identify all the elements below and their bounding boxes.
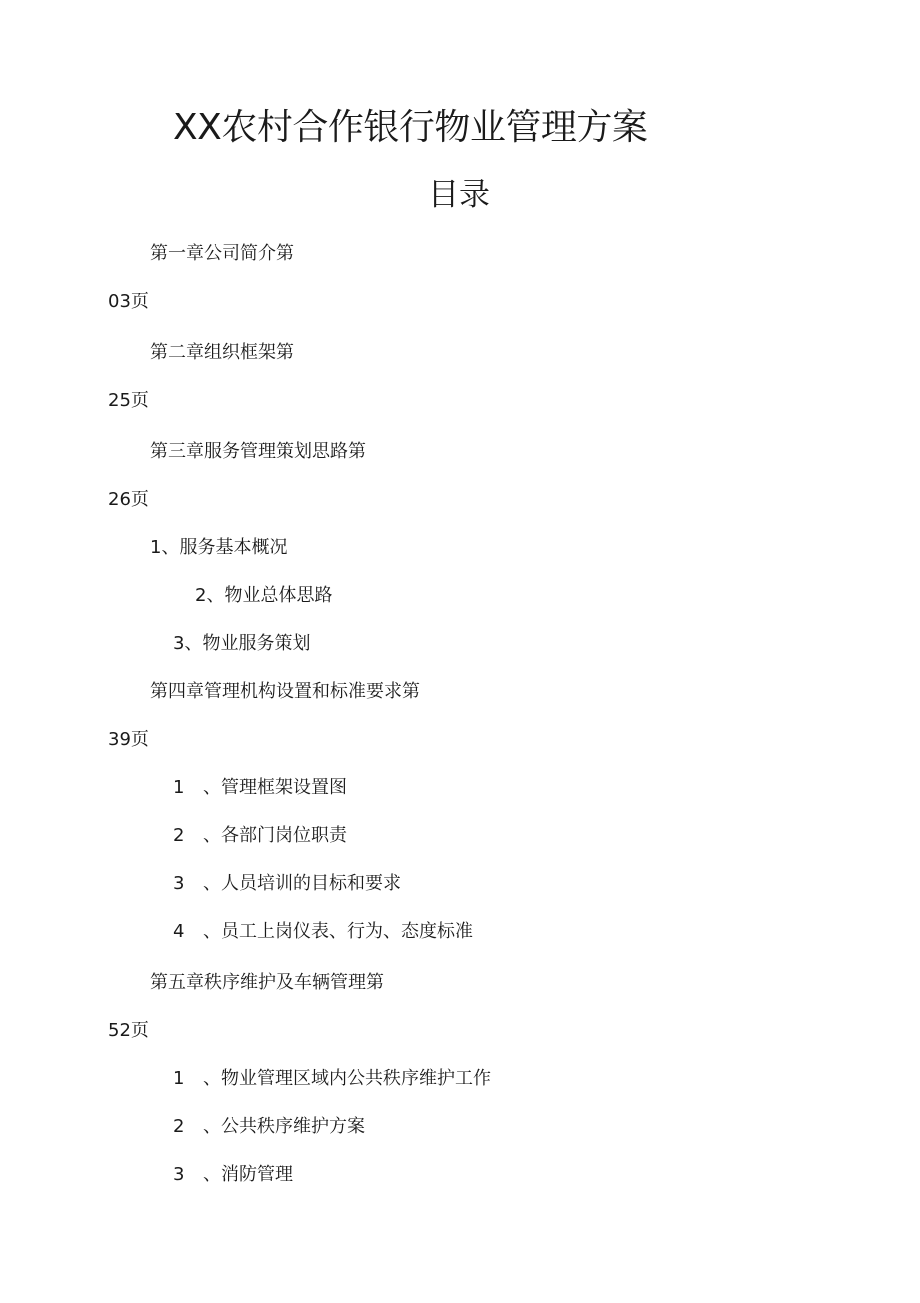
toc-page-ref-4: 39页 [108, 729, 149, 750]
toc-chapter-1: 第一章公司简介第 [150, 243, 294, 264]
toc-item [173, 1166, 293, 1184]
toc-item: 1、服务基本概况 [150, 537, 288, 558]
toc-item [173, 1070, 491, 1088]
toc-chapter-2: 第二章组织框架第 [150, 342, 294, 363]
toc-page-ref-2: 25页 [108, 390, 149, 411]
toc-page-ref-3: 26页 [108, 489, 149, 510]
toc-item-number: 1 [173, 777, 185, 798]
document-title: XX农村合作银行物业管理方案 [173, 107, 648, 148]
toc-item-text: 、各部门岗位职责 [203, 825, 347, 846]
toc-page-ref-5: 52页 [108, 1020, 149, 1041]
toc-item [173, 1118, 365, 1136]
toc-heading: 目录 [428, 177, 490, 213]
toc-item: 2、物业总体思路 [195, 585, 333, 606]
toc-item-number: 4 [173, 921, 185, 942]
toc-page-ref-1: 03页 [108, 291, 149, 312]
toc-item-number: 3 [173, 1164, 185, 1185]
toc-item-number: 1 [173, 1068, 185, 1089]
toc-item-number: 2 [173, 825, 185, 846]
toc-item-text: 、消防管理 [203, 1164, 293, 1185]
toc-item [173, 779, 347, 797]
toc-item-number: 2 [173, 1116, 185, 1137]
toc-item-text: 、人员培训的目标和要求 [203, 873, 401, 894]
toc-item-text: 、物业管理区域内公共秩序维护工作 [203, 1068, 491, 1089]
toc-item-number: 3 [173, 873, 185, 894]
toc-item-text: 、员工上岗仪表、行为、态度标准 [203, 921, 473, 942]
toc-item [173, 875, 401, 893]
toc-item [173, 827, 347, 845]
toc-chapter-3: 第三章服务管理策划思路第 [150, 441, 366, 462]
toc-item: 3、物业服务策划 [173, 633, 311, 654]
toc-item-text: 、管理框架设置图 [203, 777, 347, 798]
toc-item [173, 923, 473, 941]
toc-chapter-4: 第四章管理机构设置和标准要求第 [150, 681, 420, 702]
toc-item-text: 、公共秩序维护方案 [203, 1116, 365, 1137]
toc-chapter-5: 第五章秩序维护及车辆管理第 [150, 972, 384, 993]
